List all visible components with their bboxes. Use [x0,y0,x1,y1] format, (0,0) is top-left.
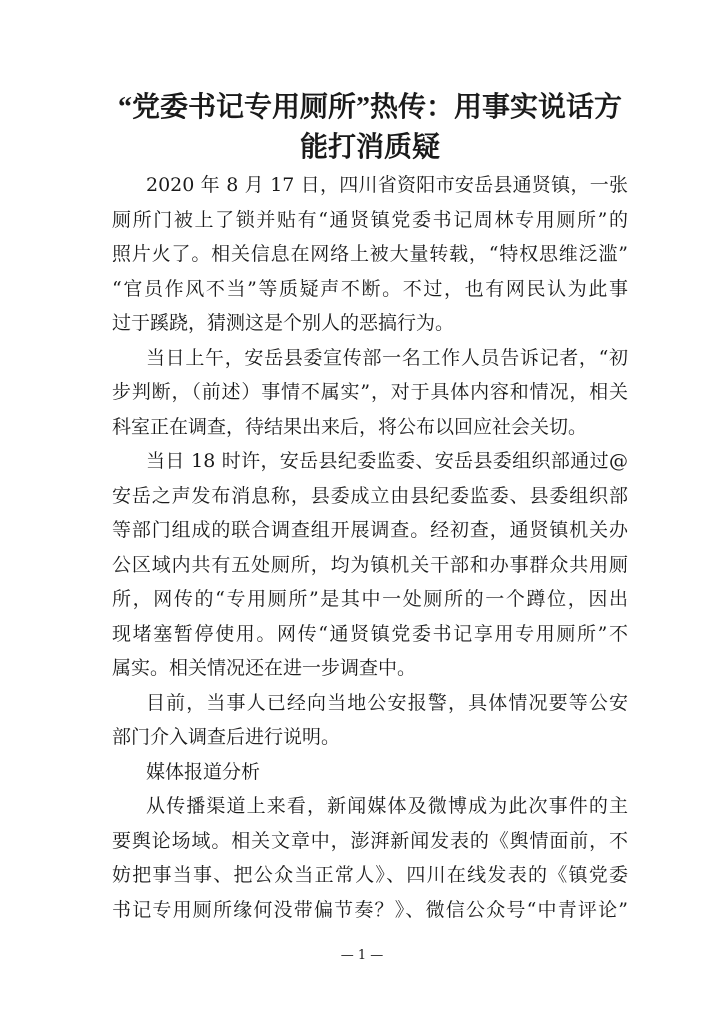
text-line: 当日 18 时许，安岳县纪委监委、安岳县委组织部通过@ [146,450,628,472]
text-line: 过于蹊跷，猜测这是个别人的恶搞行为。 [112,312,455,334]
text-line: 属实。相关情况还在进一步调查中。 [112,657,417,679]
text-line: 目前，当事人已经向当地公安报警，具体情况要等公安 [146,691,628,714]
text-line: 所，网传的“专用厕所”是其中一处厕所的一个蹲位，因出 [112,588,628,610]
text-line: 等部门组成的联合调查组开展调查。经初查，通贤镇机关办 [112,519,628,541]
text-line: 科室正在调查，待结果出来后，将公布以回应社会关切。 [112,415,588,438]
paragraph [112,341,628,445]
paragraph [112,444,628,686]
text-line: 从传播渠道上来看，新闻媒体及微博成为此次事件的主 [146,795,628,817]
document-body [112,168,628,927]
paragraph [112,755,628,790]
text-line: 安岳之声发布消息称，县委成立由县纪委监委、县委组织部 [112,484,628,507]
paragraph [112,789,628,927]
paragraph [112,168,628,341]
document-title [112,88,628,168]
text-line: 2020 年 8 月 17 日，四川省资阳市安岳县通贤镇，一张 [146,174,628,196]
text-line: “官员作风不当”等质疑声不断。不过，也有网民认为此事 [112,277,628,300]
text-line: 妨把事当事、把公众当正常人》、四川在线发表的《镇党委 [112,864,628,886]
title-line: “党委书记专用厕所”热传：用事实说话方 [117,92,622,123]
text-line: 当日上午，安岳县委宣传部一名工作人员告诉记者，“初 [146,346,628,369]
text-line: 照片火了。相关信息在网络上被大量转载，“特权思维泛滥” [112,243,628,265]
text-line: 厕所门被上了锁并贴有“通贤镇党委书记周林专用厕所”的 [112,208,628,231]
text-line: 步判断，（前述）事情不属实”，对于具体内容和情况，相关 [112,381,628,403]
text-line: 现堵塞暂停使用。网传“通贤镇党委书记享用专用厕所”不 [112,622,628,645]
paragraph [112,686,628,755]
text-line: 媒体报道分析 [146,760,261,783]
text-line: 公区域内共有五处厕所，均为镇机关干部和办事群众共用厕 [112,553,628,576]
text-line: 部门介入调查后进行说明。 [112,726,341,748]
page-number: — 1 — [340,948,384,963]
text-line: 书记专用厕所缘何没带偏节奏？》、微信公众号“中青评论” [112,898,628,921]
title-line: 能打消质疑 [299,132,440,163]
text-line: 要舆论场域。相关文章中，澎湃新闻发表的《舆情面前，不 [112,829,628,852]
